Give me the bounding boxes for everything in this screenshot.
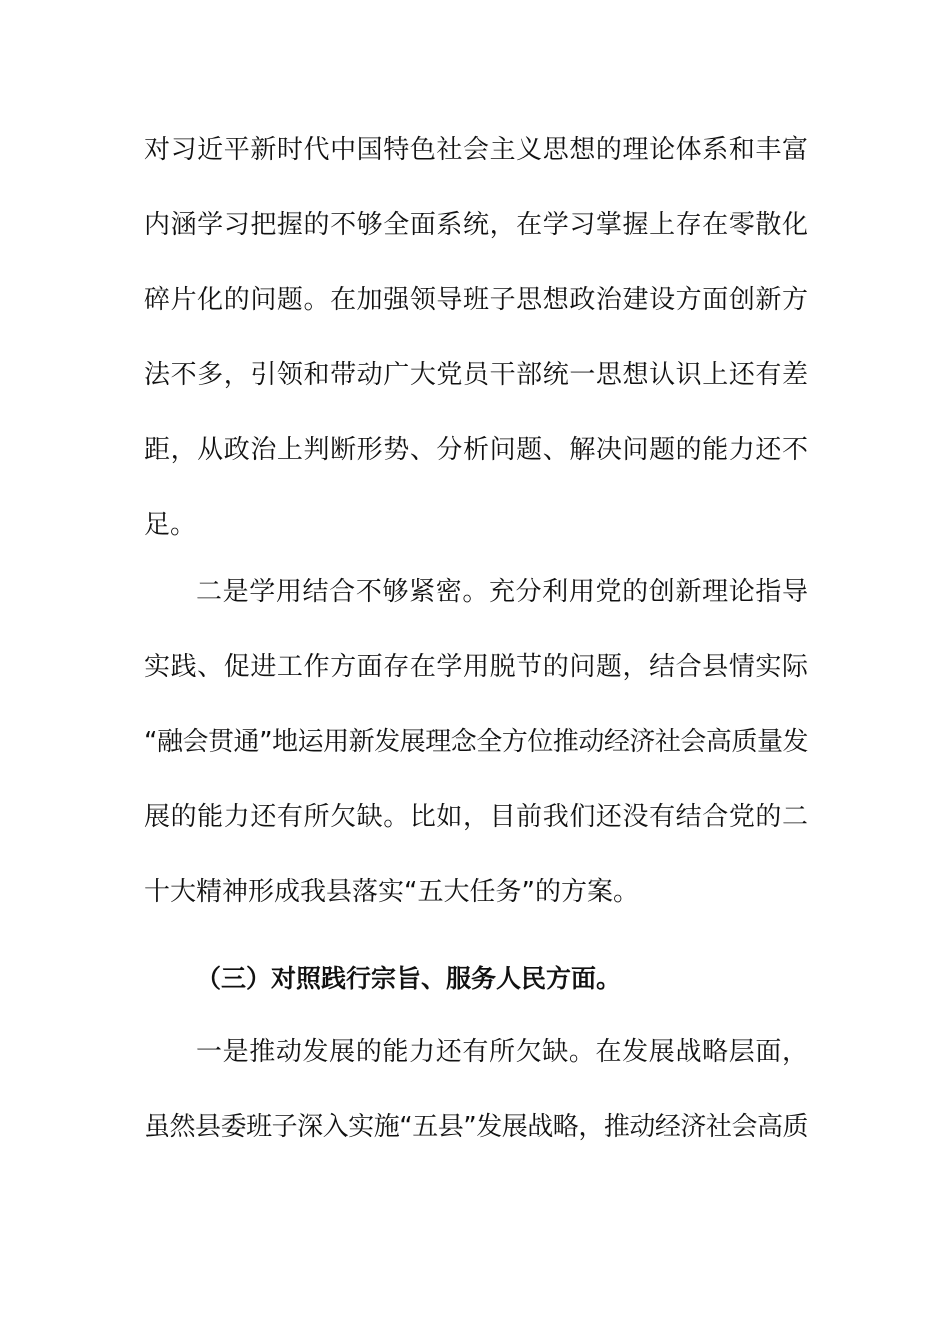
paragraph-line: “融会贯通”地运用新发展理念全方位推动经济社会高质量发 xyxy=(144,727,808,757)
paragraph-line: 虽然县委班子深入实施“五县”发展战略，推动经济社会高质 xyxy=(144,1112,808,1142)
paragraph-line: 十大精神形成我县落实“五大任务”的方案。 xyxy=(144,877,639,907)
paragraph-line: 一是推动发展的能力还有所欠缺。在发展战略层面， xyxy=(196,1037,808,1067)
paragraph-line: 法不多，引领和带动广大党员干部统一思想认识上还有差 xyxy=(144,360,808,390)
paragraph-line: 二是学用结合不够紧密。充分利用党的创新理论指导 xyxy=(196,577,808,607)
paragraph-line: 对习近平新时代中国特色社会主义思想的理论体系和丰富 xyxy=(144,135,808,165)
section-heading: （三）对照践行宗旨、服务人民方面。 xyxy=(196,964,622,993)
paragraph-line: 足。 xyxy=(144,510,197,540)
paragraph-line: 碎片化的问题。在加强领导班子思想政治建设方面创新方 xyxy=(144,285,808,315)
paragraph-line: 实践、促进工作方面存在学用脱节的问题，结合县情实际 xyxy=(144,652,808,682)
paragraph-line: 展的能力还有所欠缺。比如，目前我们还没有结合党的二 xyxy=(144,802,808,832)
paragraph-line: 内涵学习把握的不够全面系统，在学习掌握上存在零散化 xyxy=(144,210,808,240)
paragraph-line: 距，从政治上判断形势、分析问题、解决问题的能力还不 xyxy=(144,435,808,465)
